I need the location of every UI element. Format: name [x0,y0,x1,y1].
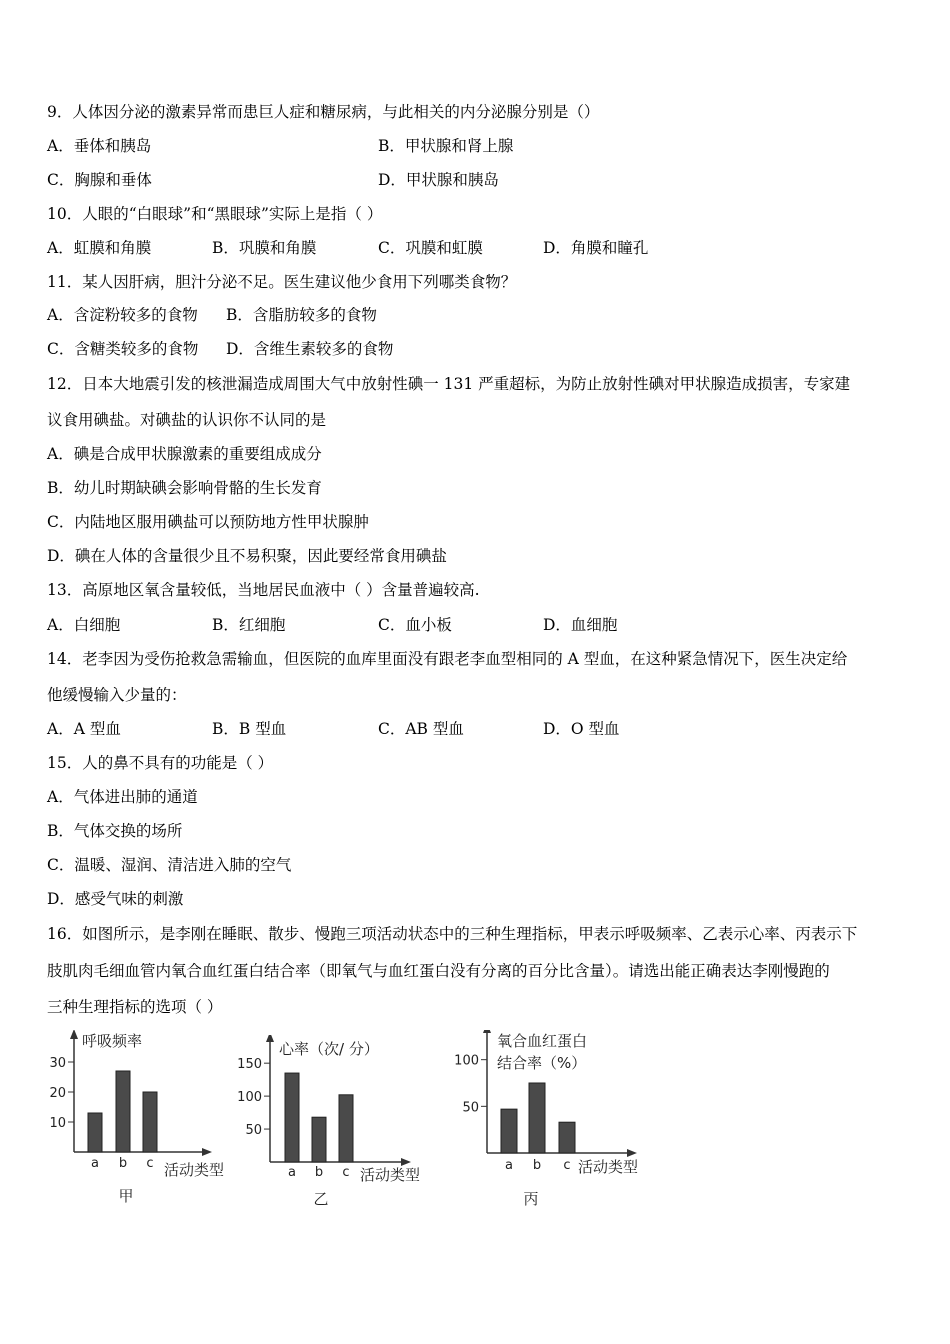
y-axis-arrow-icon [266,1035,274,1042]
q16-stem-line1: 16．如图所示，是李刚在睡眠、散步、慢跑三项活动状态中的三种生理指标，甲表示呼吸频率、乙表示心率、丙表示下 [47,925,858,943]
q11-option-d: D．含维生素较多的食物 [226,340,394,358]
bar-a [88,1113,102,1152]
q12-stem-line1: 12．日本大地震引发的核泄漏造成周围大气中放射性碘一 131 严重超标，为防止放射性碘对甲状腺造成损害，专家建 [47,375,851,393]
x-axis-label: 活动类型 [360,1166,421,1184]
x-tick-label: c [342,1165,350,1180]
q15-stem: 15．人的鼻不具有的功能是（ ） [47,754,274,772]
q15-option-b: B．气体交换的场所 [47,822,183,840]
q10-stem: 10．人眼的“白眼球”和“黑眼球”实际上是指（ ） [47,205,383,223]
chart-title: 心率（次/ 分） [279,1040,379,1058]
x-tick-label: a [91,1156,99,1171]
q14-stem-line2: 他缓慢输入少量的： [47,686,187,704]
q12-option-a: A．碘是合成甲状腺激素的重要组成成分 [47,445,322,463]
q15-option-a: A．气体进出肺的通道 [47,788,198,806]
bar-c [559,1122,575,1153]
q11-option-b: B．含脂肪较多的食物 [226,306,377,324]
y-tick-label: 20 [49,1086,66,1101]
q11-stem: 11．某人因肝病，胆汁分泌不足。医生建议他少食用下列哪类食物？ [47,273,517,291]
x-tick-label: c [563,1158,571,1173]
bar-c [143,1092,157,1152]
x-axis-arrow-icon [401,1158,411,1166]
q16-stem-line3: 三种生理指标的选项（ ） [47,998,223,1016]
chart-caption: 甲 [118,1187,134,1205]
y-tick-label: 50 [245,1123,262,1139]
q9-option-d: D．甲状腺和胰岛 [378,171,499,189]
q16-stem-line2: 肢肌肉毛细血管内氧合血红蛋白结合率（即氧气与血红蛋白没有分离的百分比含量）。请选出能正确表达李刚慢跑的 [47,962,830,980]
chart-oxyhemoglobin-rate [445,1030,655,1210]
bar-a [501,1109,517,1153]
bar-b [116,1071,130,1152]
q9-option-a: A．垂体和胰岛 [47,137,152,155]
q9-option-c: C．胸腺和垂体 [47,171,152,189]
q15-option-c: C．温暖、湿润、清洁进入肺的空气 [47,856,292,874]
q12-option-c: C．内陆地区服用碘盐可以预防地方性甲状腺肿 [47,513,369,531]
x-axis-label: 活动类型 [164,1161,225,1179]
y-tick-label: 100 [454,1053,479,1069]
x-axis-arrow-icon [202,1148,212,1156]
q13-option-a: A．白细胞 [47,616,121,634]
q13-option-c: C．血小板 [378,616,452,634]
q10-option-c: C．巩膜和虹膜 [378,239,483,257]
x-tick-label: b [532,1158,542,1173]
chart-title-line2: 结合率（%） [497,1054,587,1072]
q10-option-a: A．虹膜和角膜 [47,239,152,257]
x-axis-arrow-icon [627,1149,637,1157]
q11-option-a: A．含淀粉较多的食物 [47,306,198,324]
x-tick-label: b [118,1156,128,1171]
chart-caption: 乙 [313,1190,329,1208]
chart-title: 呼吸频率 [82,1032,143,1050]
q9-option-b: B．甲状腺和肾上腺 [378,137,514,155]
q13-option-d: D．血细胞 [543,616,618,634]
bar-a [285,1073,299,1162]
y-axis-arrow-icon [70,1030,78,1039]
q10-option-d: D．角膜和瞳孔 [543,239,649,257]
q12-option-b: B．幼儿时期缺碘会影响骨骼的生长发育 [47,479,322,497]
bar-b [312,1117,326,1162]
q15-option-d: D．感受气味的刺激 [47,890,184,908]
q13-option-b: B．红细胞 [212,616,286,634]
x-tick-label: a [288,1165,296,1180]
x-axis-label: 活动类型 [578,1158,639,1176]
q12-option-d: D．碘在人体的含量很少且不易积聚，因此要经常食用碘盐 [47,547,447,565]
y-tick-label: 150 [237,1057,262,1073]
x-tick-label: b [314,1165,324,1180]
y-tick-label: 100 [237,1090,262,1106]
q14-option-c: C．AB 型血 [378,720,464,738]
q12-stem-line2: 议食用碘盐。对碘盐的认识你不认同的是 [47,411,327,429]
q14-option-a: A．A 型血 [47,720,121,738]
q14-stem-line1: 14．老李因为受伤抢救急需输血，但医院的血库里面没有跟老李血型相同的 A 型血，在这种紧急情况下，医生决定给 [47,650,848,668]
q10-option-b: B．巩膜和角膜 [212,239,317,257]
q14-option-d: D．O 型血 [543,720,620,738]
q13-stem: 13．高原地区氧含量较低，当地居民血液中（ ）含量普遍较高. [47,581,480,599]
y-tick-label: 30 [49,1056,66,1071]
chart-breathing-rate [40,1030,240,1210]
chart-caption: 丙 [523,1190,539,1208]
bar-c [339,1095,353,1162]
x-tick-label: a [505,1158,513,1173]
chart-title: 氧合血红蛋白 [497,1032,588,1050]
y-tick-label: 50 [462,1100,479,1116]
y-tick-label: 10 [49,1116,66,1131]
q14-option-b: B．B 型血 [212,720,287,738]
bar-b [529,1083,545,1153]
x-tick-label: c [146,1156,154,1171]
q11-option-c: C．含糖类较多的食物 [47,340,199,358]
y-axis-arrow-icon [483,1030,491,1033]
q9-stem: 9．人体因分泌的激素异常而患巨人症和糖尿病，与此相关的内分泌腺分别是（） [47,103,600,121]
chart-heart-rate [225,1035,435,1215]
